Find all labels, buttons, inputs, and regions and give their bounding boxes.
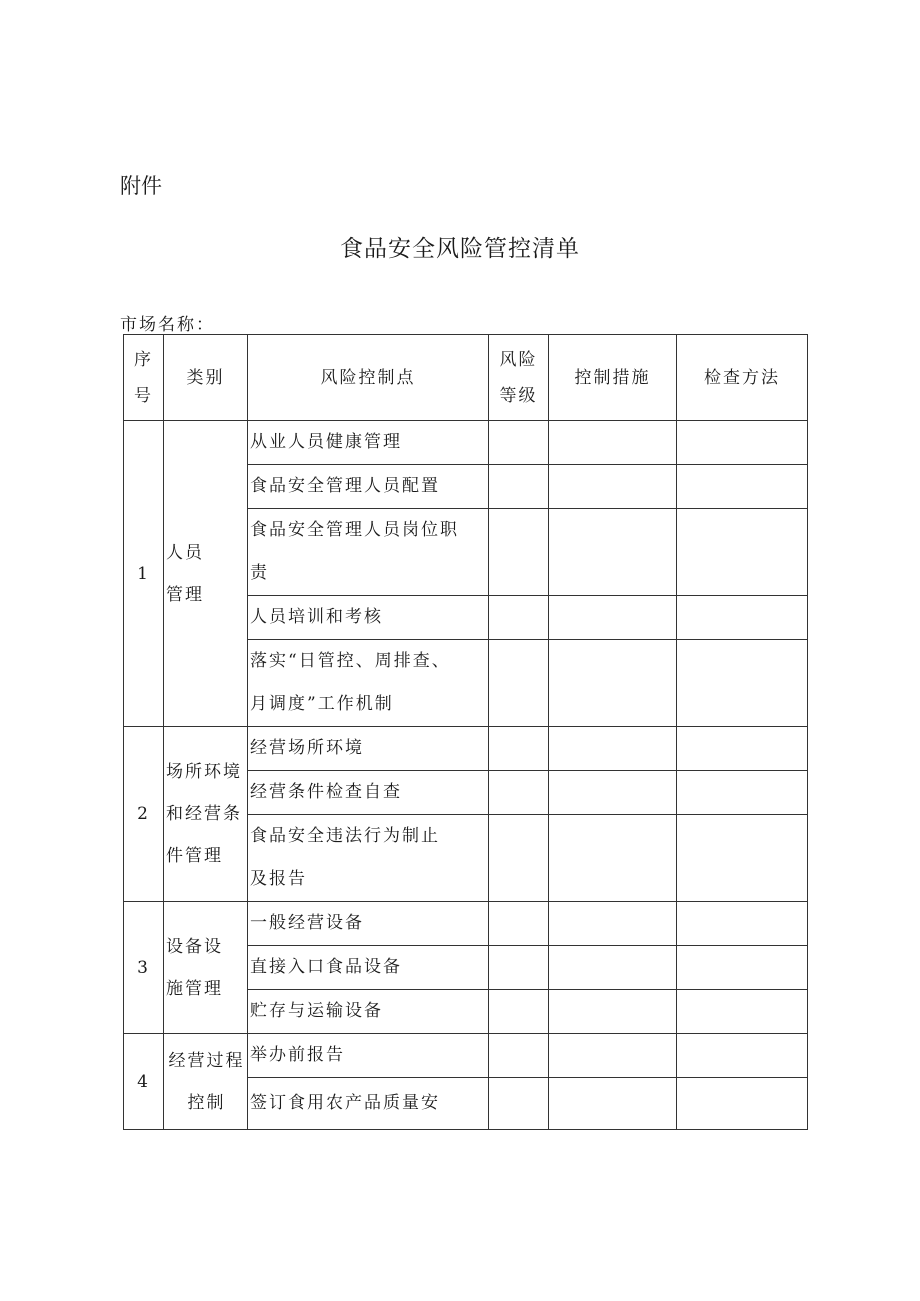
check-method-cell xyxy=(677,640,808,727)
control-measures-cell xyxy=(549,771,677,815)
check-method-cell xyxy=(677,421,808,465)
check-method-cell xyxy=(677,902,808,946)
group-category: 人员 管理 xyxy=(164,421,248,727)
group-category: 设备设 施管理 xyxy=(164,902,248,1034)
risk-point-cell: 经营场所环境 xyxy=(248,727,489,771)
control-measures-cell xyxy=(549,990,677,1034)
check-method-cell xyxy=(677,946,808,990)
risk-control-table xyxy=(123,334,808,1130)
check-method-cell xyxy=(677,771,808,815)
risk-level-cell xyxy=(489,1034,549,1078)
risk-point-cell: 落实“日管控、周排查、 月调度”工作机制 xyxy=(248,640,489,727)
risk-level-cell xyxy=(489,990,549,1034)
risk-level-cell xyxy=(489,946,549,990)
risk-point-cell: 一般经营设备 xyxy=(248,902,489,946)
risk-level-cell xyxy=(489,1078,549,1130)
control-measures-cell xyxy=(549,509,677,596)
check-method-cell xyxy=(677,465,808,509)
table-row xyxy=(124,421,808,465)
group-category: 经营过程 控制 xyxy=(164,1034,248,1130)
risk-point-cell: 贮存与运输设备 xyxy=(248,990,489,1034)
group-seq: 2 xyxy=(124,727,164,902)
group-category: 场所环境 和经营条 件管理 xyxy=(164,727,248,902)
check-method-cell xyxy=(677,990,808,1034)
group-seq: 1 xyxy=(124,421,164,727)
risk-level-cell xyxy=(489,509,549,596)
check-method-cell xyxy=(677,1078,808,1130)
risk-point-cell: 食品安全违法行为制止 及报告 xyxy=(248,815,489,902)
control-measures-cell xyxy=(549,1078,677,1130)
risk-level-cell xyxy=(489,771,549,815)
header-risk-point: 风险控制点 xyxy=(248,335,489,421)
control-measures-cell xyxy=(549,727,677,771)
table-row xyxy=(124,727,808,771)
risk-level-cell xyxy=(489,727,549,771)
risk-point-cell: 经营条件检查自查 xyxy=(248,771,489,815)
risk-point-cell: 举办前报告 xyxy=(248,1034,489,1078)
risk-point-cell: 食品安全管理人员配置 xyxy=(248,465,489,509)
risk-level-cell xyxy=(489,640,549,727)
risk-level-cell xyxy=(489,902,549,946)
table-header-row xyxy=(124,335,808,421)
check-method-cell xyxy=(677,509,808,596)
control-measures-cell xyxy=(549,640,677,727)
risk-level-cell xyxy=(489,596,549,640)
group-seq: 3 xyxy=(124,902,164,1034)
control-measures-cell xyxy=(549,421,677,465)
document-title: 食品安全风险管控清单 xyxy=(340,236,580,262)
check-method-cell xyxy=(677,1034,808,1078)
control-measures-cell xyxy=(549,596,677,640)
header-control-measures: 控制措施 xyxy=(549,335,677,421)
control-measures-cell xyxy=(549,465,677,509)
control-measures-cell xyxy=(549,946,677,990)
risk-point-cell: 人员培训和考核 xyxy=(248,596,489,640)
risk-point-cell: 从业人员健康管理 xyxy=(248,421,489,465)
attachment-label: 附件 xyxy=(120,174,162,198)
group-seq: 4 xyxy=(124,1034,164,1130)
control-measures-cell xyxy=(549,902,677,946)
risk-point-cell: 食品安全管理人员岗位职 责 xyxy=(248,509,489,596)
control-measures-cell xyxy=(549,1034,677,1078)
risk-point-cell: 签订食用农产品质量安 xyxy=(248,1078,489,1130)
header-check-method: 检查方法 xyxy=(677,335,808,421)
risk-level-cell xyxy=(489,421,549,465)
control-measures-cell xyxy=(549,815,677,902)
header-risk-level: 风险 等级 xyxy=(489,335,549,421)
risk-point-cell: 直接入口食品设备 xyxy=(248,946,489,990)
table-row xyxy=(124,1034,808,1078)
risk-level-cell xyxy=(489,815,549,902)
table-row xyxy=(124,902,808,946)
market-name-label: 市场名称： xyxy=(120,315,215,335)
check-method-cell xyxy=(677,596,808,640)
header-category: 类别 xyxy=(164,335,248,421)
check-method-cell xyxy=(677,727,808,771)
check-method-cell xyxy=(677,815,808,902)
risk-level-cell xyxy=(489,465,549,509)
header-seq: 序 号 xyxy=(124,335,164,421)
